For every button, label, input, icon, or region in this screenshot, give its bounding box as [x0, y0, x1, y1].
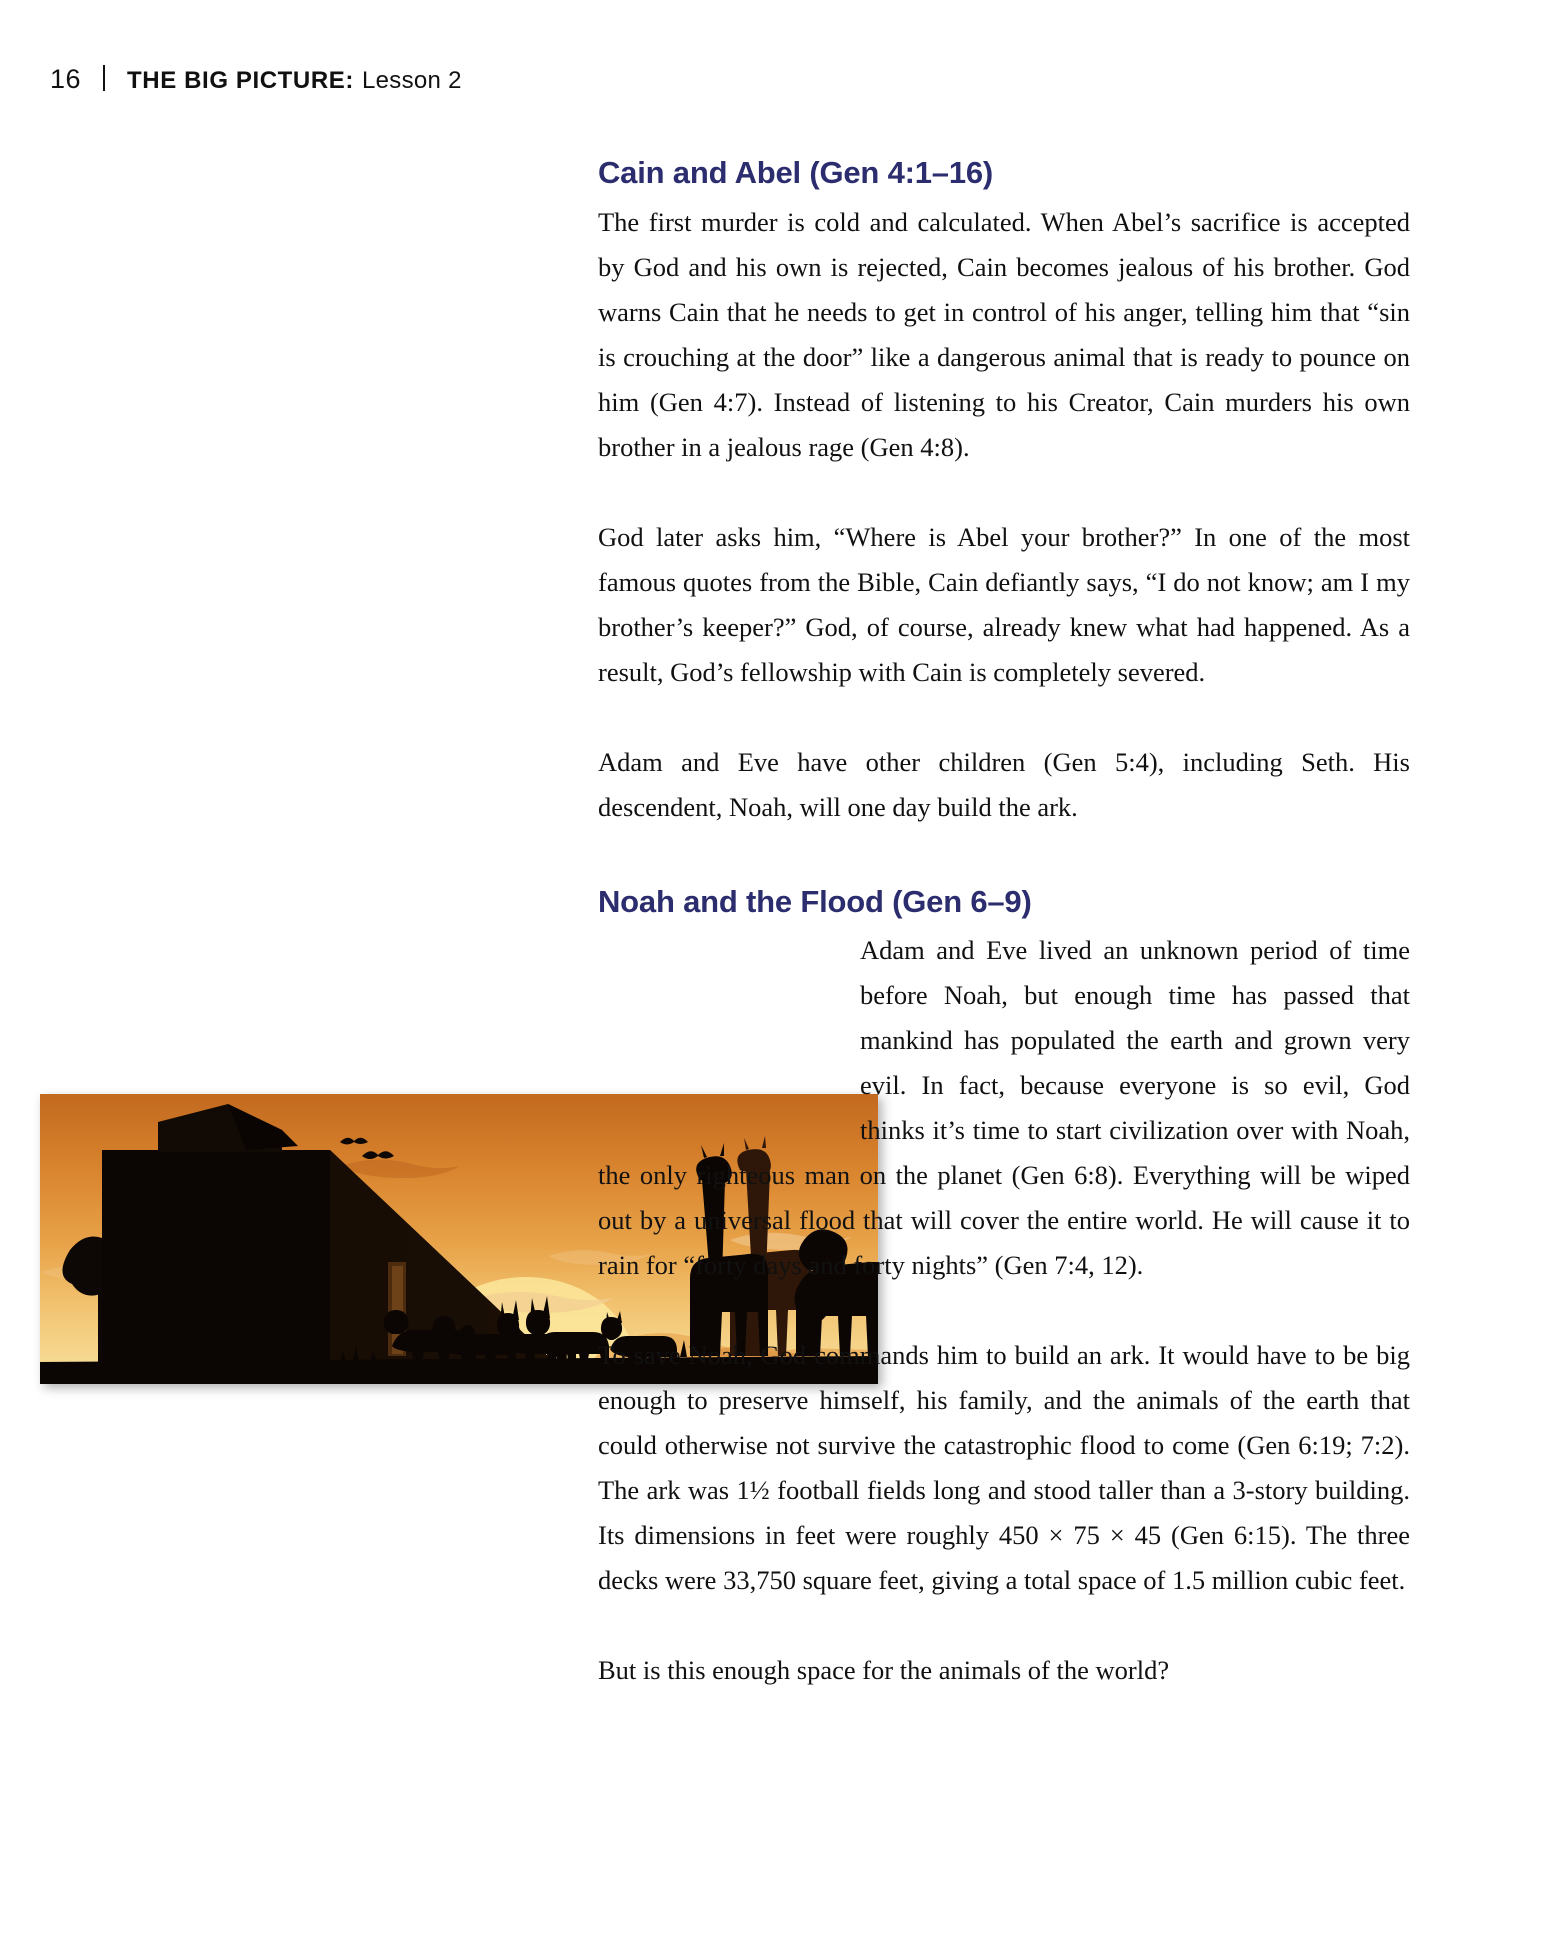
- heading-noah-and-the-flood: Noah and the Flood (Gen 6–9): [598, 883, 1032, 919]
- main-text-column: [598, 155, 1410, 1693]
- paragraph-ark-dimensions: To save Noah, God commands him to build an ark. It would have to be big enough to preserve himself, his family, and the animals of the earth that could otherwise not survive the catastrophic flood to come (Gen 6:19; 7:2). The ark was 1½ football fields long and stood taller than a 3-story building. Its dimensions in feet were roughly 450 × 75 × 45 (Gen 6:15). The three decks were 33,750 square feet, giving a total space of 1.5 million cubic feet.: [598, 1340, 1410, 1596]
- paragraph-closing-question: But is this enough space for the animals of the world?: [598, 1655, 1170, 1686]
- paragraph-where-is-abel: God later asks him, “Where is Abel your brother?” In one of the most famous quotes from the Bible, Cain defiantly says, “I do not know; am I my brother’s keeper?” God, of course, already knew what had happened. As a result, God’s fellowship with Cain is completely severed.: [598, 521, 1410, 687]
- running-head: [50, 62, 462, 95]
- paragraph-noah-evil-world: [598, 928, 1410, 1288]
- heading-cain-and-abel: Cain and Abel (Gen 4:1–16): [598, 155, 994, 190]
- illustration-text-wrap-shim: [598, 928, 860, 1150]
- running-head-divider: [103, 65, 105, 91]
- paragraph-cain-murder: The first murder is cold and calculated. When Abel’s sacrifice is accepted by God and his own is rejected, Cain becomes jealous of his brother. God warns Cain that he needs to get in control of his anger, telling him that “sin is crouching at the door” like a dangerous animal that is ready to pounce on him (Gen 4:7). Instead of listening to his Creator, Cain murders his own brother in a jealous rage (Gen 4:8).: [598, 206, 1410, 462]
- book-title: THE BIG PICTURE:: [127, 67, 354, 94]
- paragraph-adam-eve-children: Adam and Eve have other children (Gen 5:4), including Seth. His descendent, Noah, will one day build the ark.: [598, 746, 1410, 822]
- paragraph-noah-evil-world-text: Adam and Eve lived an unknown period of time before Noah, but enough time has passed that mankind has populated the earth and grown very evil. In fact, because everyone is so evil, God thinks it’s time to start civilization over with Noah, the only righteous man on the planet (Gen 6:8). Everything will be wiped out by a universal flood that will cover the entire world. He will cause it to rain for “forty days and forty nights” (Gen 7:4, 12).: [598, 935, 1410, 1281]
- page-number: 16: [50, 64, 82, 94]
- lesson-label: Lesson 2: [361, 67, 462, 94]
